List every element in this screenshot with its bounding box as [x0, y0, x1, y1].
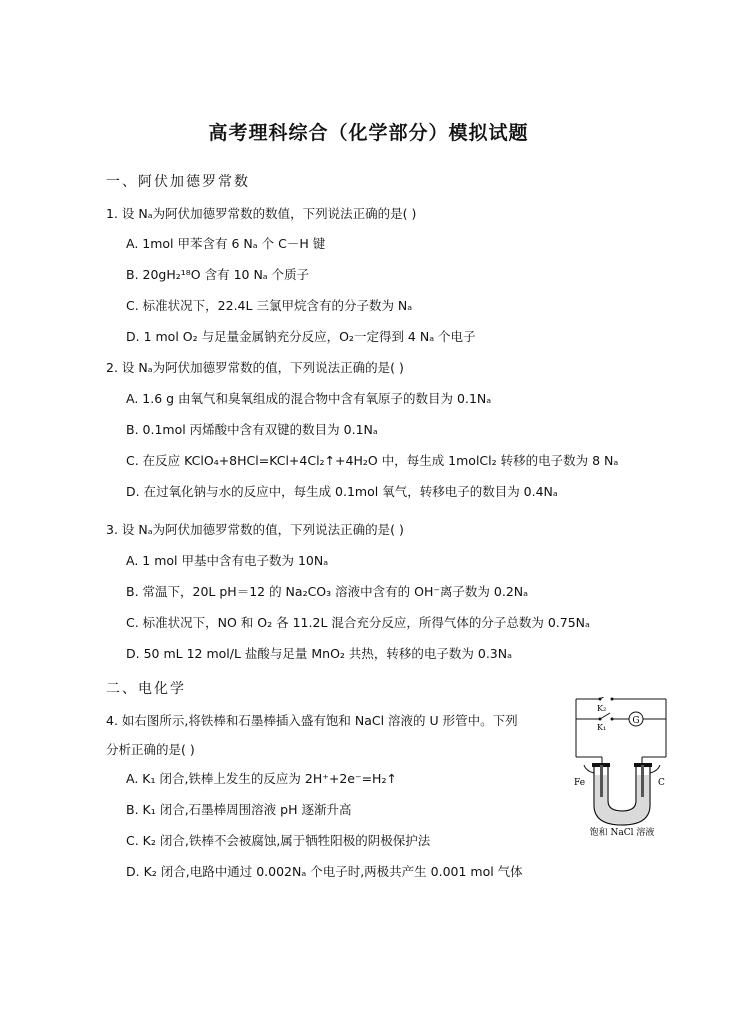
page-title: 高考理科综合（化学部分）模拟试题 — [208, 122, 529, 144]
question-3-option-c: C. 标准状况下，NO 和 O₂ 各 11.2L 混合充分反应，所得气体的分子总数为 0.75Nₐ — [126, 615, 590, 630]
iron-electrode-label: Fe — [574, 778, 586, 788]
question-4-option-a: A. K₁ 闭合,铁棒上发生的反应为 2H⁺+2e⁻=H₂↑ — [126, 771, 397, 786]
question-1-option-a: A. 1mol 甲苯含有 6 Nₐ 个 C－H 键 — [126, 236, 326, 251]
question-2-option-d: D. 在过氧化钠与水的反应中，每生成 0.1mol 氧气，转移电子的数目为 0.4Nₐ — [126, 484, 558, 499]
section-heading-avogadro: 一、阿伏加德罗常数 — [106, 174, 250, 190]
question-3-option-b: B. 常温下，20L pH＝12 的 Na₂CO₃ 溶液中含有的 OH⁻离子数为 0.2Nₐ — [126, 584, 529, 599]
question-4-option-d: D. K₂ 闭合,电路中通过 0.002Nₐ 个电子时,两极共产生 0.001 mol 气体 — [126, 864, 523, 879]
question-1-stem: 1. 设 Nₐ为阿伏加德罗常数的数值，下列说法正确的是( ) — [106, 206, 417, 221]
switch-k1-label: K₁ — [597, 723, 607, 732]
question-3-option-d: D. 50 mL 12 mol/L 盐酸与足量 MnO₂ 共热，转移的电子数为 0.3Nₐ — [126, 646, 512, 661]
figure-caption: 饱和 NaCl 溶液 — [589, 828, 655, 837]
galvanometer-label: G — [632, 716, 640, 726]
question-3-option-a: A. 1 mol 甲基中含有电子数为 10Nₐ — [126, 553, 329, 568]
question-2-option-b: B. 0.1mol 丙烯酸中含有双键的数目为 0.1Nₐ — [126, 422, 378, 437]
question-2-option-c: C. 在反应 KClO₄+8HCl=KCl+4Cl₂↑+4H₂O 中，每生成 1molCl₂ 转移的电子数为 8 Nₐ — [126, 453, 619, 468]
u-tube-circuit-diagram — [572, 697, 672, 837]
section-heading-electrochemistry: 二、电化学 — [106, 681, 186, 697]
question-1-option-b: B. 20gH₂¹⁸O 含有 10 Nₐ 个质子 — [126, 267, 310, 282]
question-3-stem: 3. 设 Nₐ为阿伏加德罗常数的值，下列说法正确的是( ) — [106, 522, 404, 537]
question-2-option-a: A. 1.6 g 由氧气和臭氧组成的混合物中含有氧原子的数目为 0.1Nₐ — [126, 391, 492, 406]
graphite-electrode-label: C — [658, 778, 665, 788]
question-1-option-d: D. 1 mol O₂ 与足量金属钠充分反应，O₂一定得到 4 Nₐ 个电子 — [126, 329, 476, 344]
question-4-stem-line-2: 分析正确的是( ) — [106, 742, 195, 757]
question-2-stem: 2. 设 Nₐ为阿伏加德罗常数的值，下列说法正确的是( ) — [106, 360, 404, 375]
switch-k2-label: K₂ — [597, 704, 607, 713]
question-4-option-c: C. K₂ 闭合,铁棒不会被腐蚀,属于牺牲阳极的阴极保护法 — [126, 833, 431, 848]
question-4-option-b: B. K₁ 闭合,石墨棒周围溶液 pH 逐渐升高 — [126, 802, 352, 817]
question-1-option-c: C. 标准状况下，22.4L 三氯甲烷含有的分子数为 Nₐ — [126, 298, 413, 313]
question-4-stem-line-1: 4. 如右图所示,将铁棒和石墨棒插入盛有饱和 NaCl 溶液的 U 形管中。下列 — [106, 713, 518, 728]
